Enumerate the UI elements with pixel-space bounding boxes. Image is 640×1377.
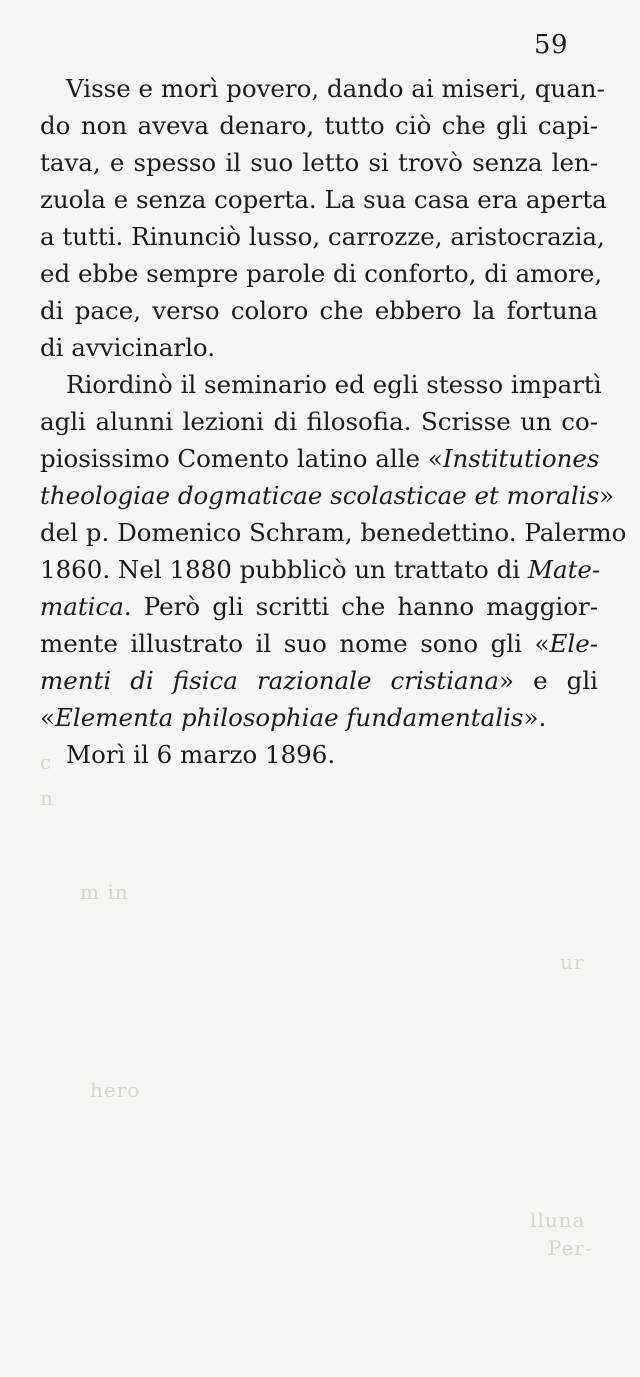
text-run: mente illustrato il suo nome sono gli « <box>40 629 550 658</box>
text-line: di avvicinarlo. <box>40 333 216 362</box>
bleed-through-text: n <box>40 786 54 810</box>
text-line: di pace, verso coloro che ebbero la fortuna <box>40 296 598 325</box>
italic-title: Institutiones <box>442 444 600 473</box>
italic-title: theologiae dogmaticae scolasticae et moralis <box>40 481 600 510</box>
text-line: Riordinò il seminario ed egli stesso impartì <box>66 370 602 399</box>
paragraph-3 <box>40 736 598 773</box>
text-line <box>40 440 598 477</box>
italic-title: Mate- <box>527 555 601 584</box>
text-line: do non aveva denaro, tutto ciò che gli capi- <box>40 111 598 140</box>
italic-title: Elementa philosophiae fundamentalis <box>55 703 524 732</box>
text-line <box>40 588 598 625</box>
body-text <box>40 70 627 773</box>
text-run: Però gli scritti che hanno maggior- <box>131 592 598 621</box>
text-line: Morì il 6 marzo 1896. <box>66 740 336 769</box>
bleed-through-text: c <box>40 750 53 774</box>
paragraph-1 <box>40 70 607 366</box>
page-number: 59 <box>533 30 568 60</box>
bleed-through-text: hero <box>90 1078 141 1102</box>
text-line: tava, e spesso il suo letto si trovò senza len- <box>40 148 598 177</box>
text-line <box>40 662 598 699</box>
bleed-through-text: ur <box>560 950 585 974</box>
italic-title: matica. <box>40 592 132 621</box>
italic-title: Ele- <box>549 629 598 658</box>
text-line: del p. Domenico Schram, benedettino. Palermo <box>40 518 627 547</box>
text-run: » e gli <box>499 666 598 695</box>
text-line <box>40 477 615 514</box>
text-run: ». <box>523 703 547 732</box>
paragraph-2 <box>40 366 627 736</box>
italic-title: menti di fisica razionale cristiana <box>40 666 500 695</box>
text-run: » <box>599 481 615 510</box>
text-line <box>40 699 598 736</box>
text-run: « <box>40 703 55 732</box>
bleed-through-text: Per- <box>548 1236 593 1260</box>
bleed-through-text: lluna <box>530 1208 586 1232</box>
text-line <box>40 551 601 588</box>
text-run: 1860. Nel 1880 pubblicò un trattato di <box>40 555 528 584</box>
text-run: piosissimo Comento latino alle « <box>40 444 443 473</box>
bleed-through-text: m in <box>80 880 129 904</box>
text-line <box>40 625 598 662</box>
text-line: zuola e senza coperta. La sua casa era aperta <box>40 185 607 214</box>
text-line: Visse e morì povero, dando ai miseri, quan- <box>66 74 605 103</box>
text-line: agli alunni lezioni di filosofia. Scrisse un co- <box>40 407 598 436</box>
text-line: a tutti. Rinunciò lusso, carrozze, aristocrazia, <box>40 222 605 251</box>
text-line: ed ebbe sempre parole di conforto, di amore, <box>40 259 603 288</box>
